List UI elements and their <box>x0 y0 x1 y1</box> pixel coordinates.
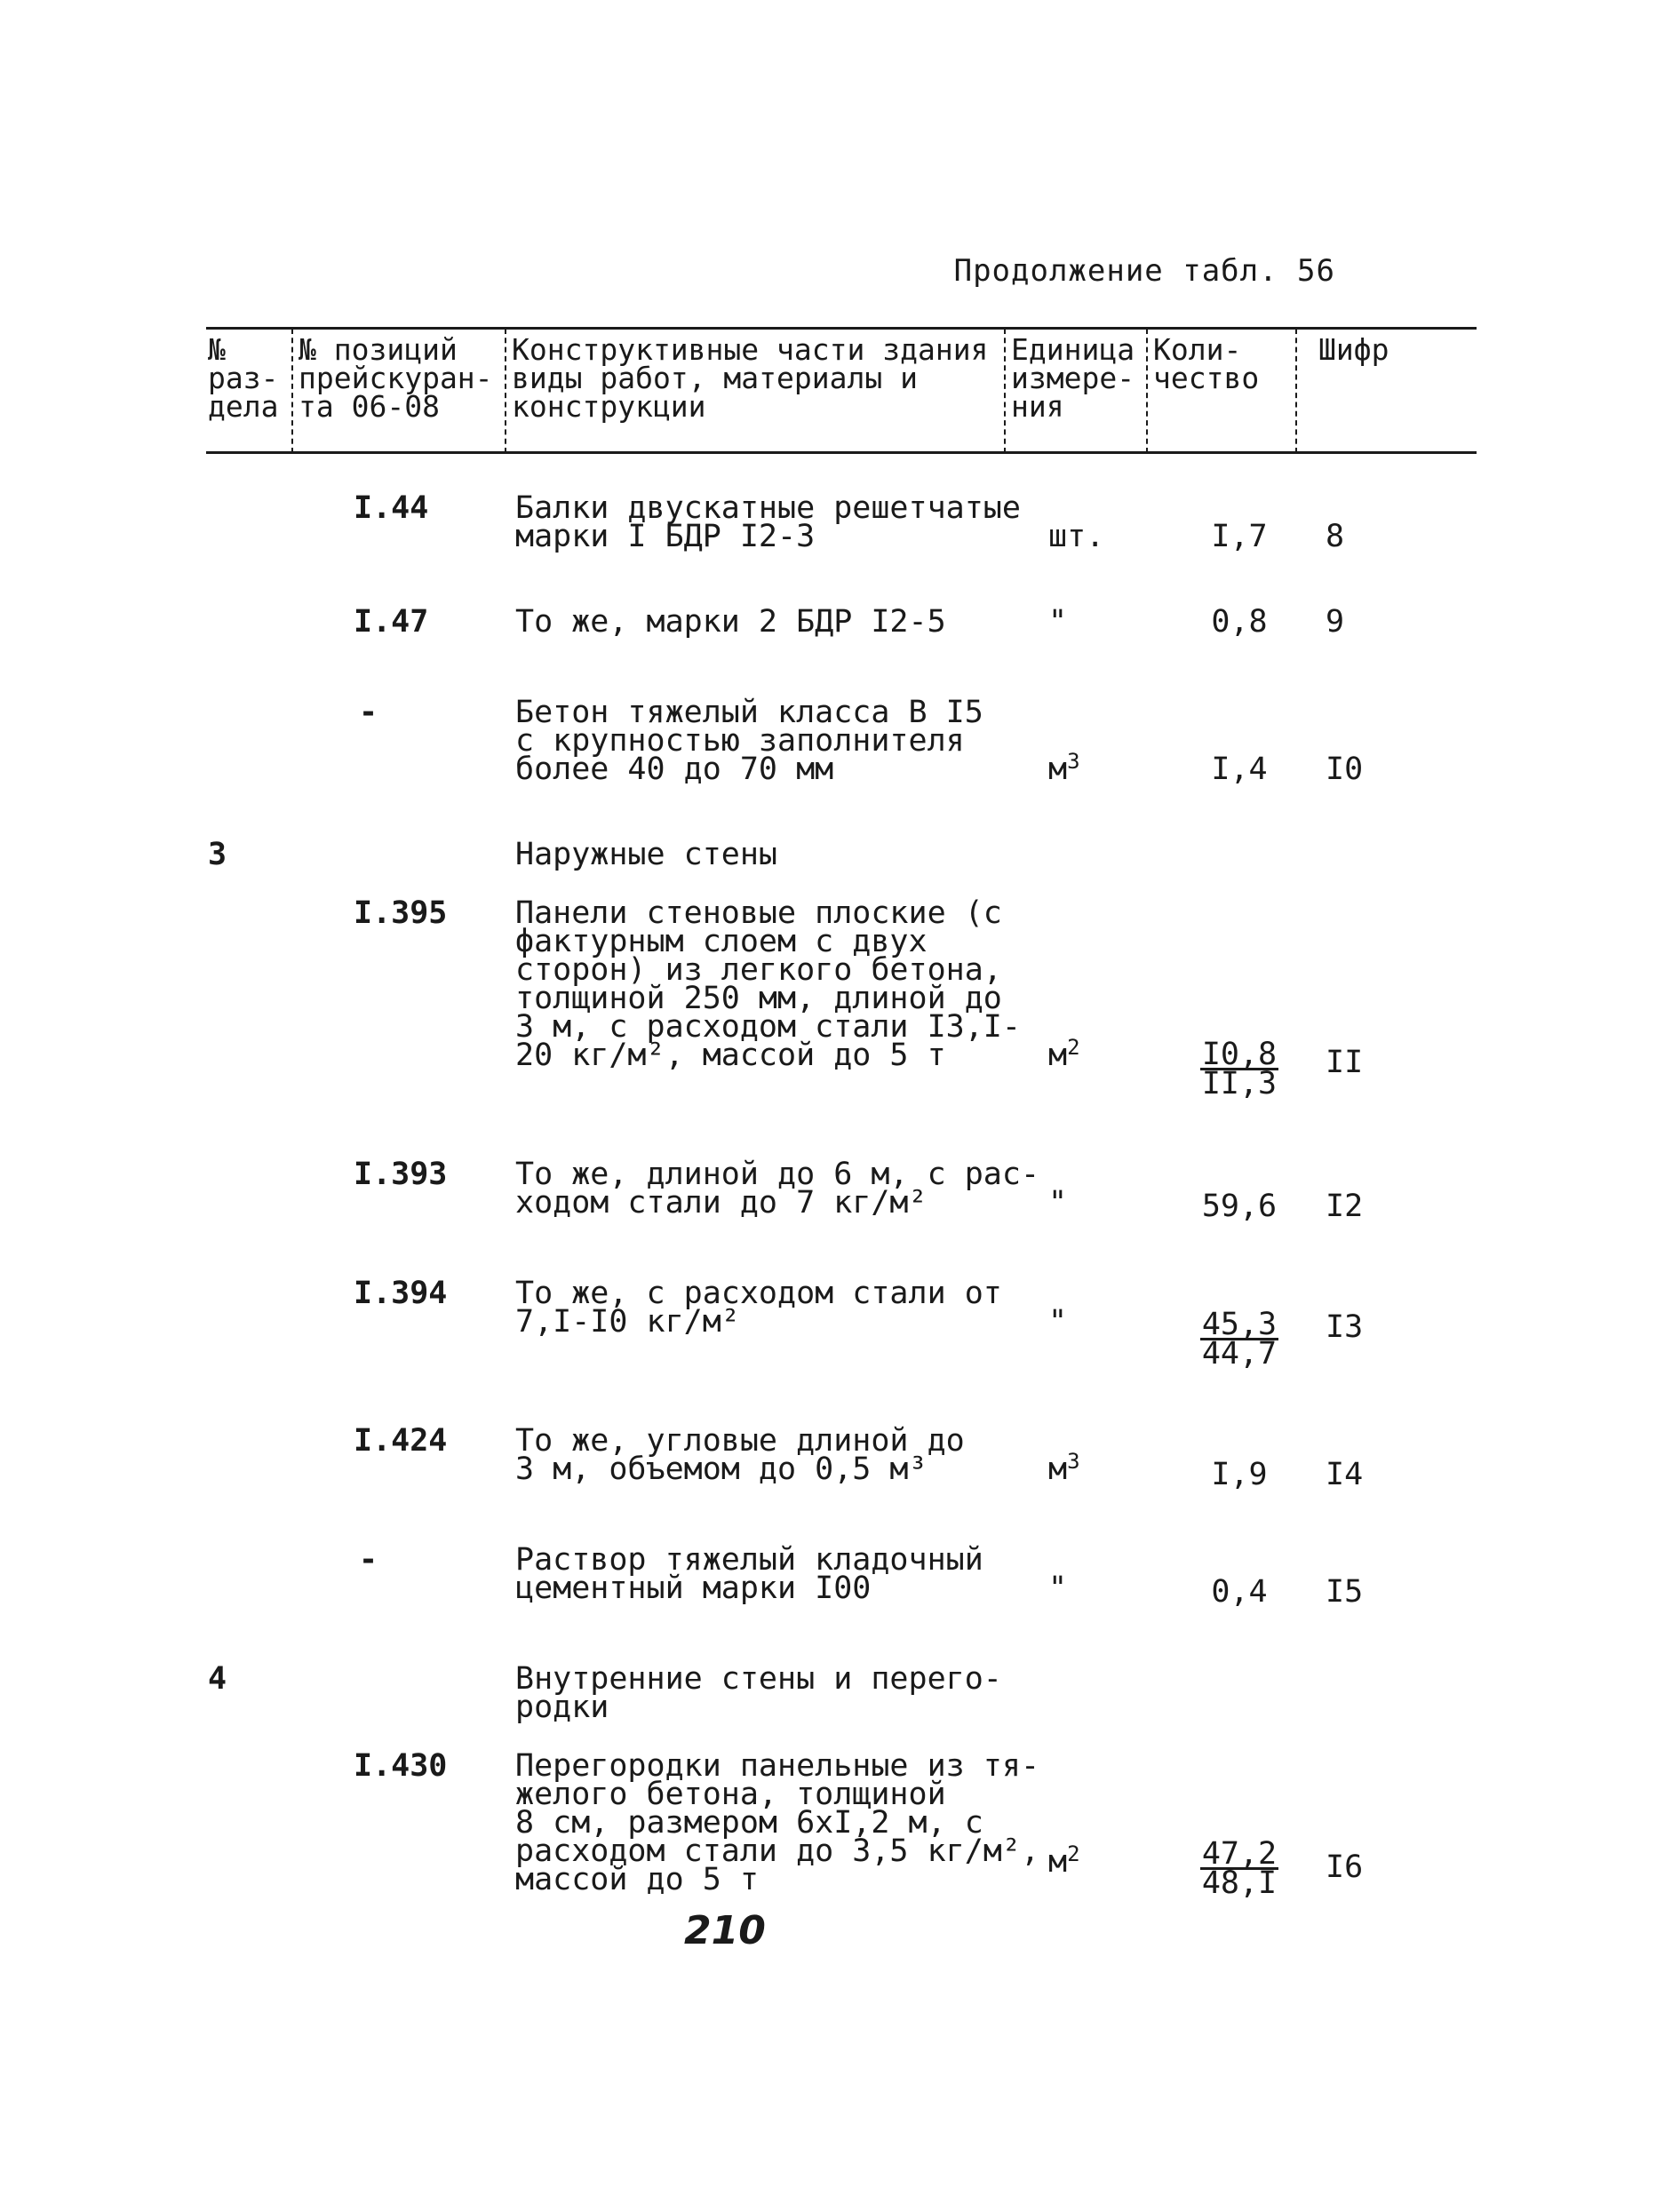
unit-text: шт. <box>1048 519 1105 554</box>
description-line: массой до 5 т <box>515 1862 759 1897</box>
row-description <box>515 1157 1040 1221</box>
row-quantity <box>1190 1574 1288 1610</box>
header-line: Конструктивные части здания <box>512 332 989 367</box>
section-title: Наружные стены <box>515 837 778 872</box>
row-position: I.47 <box>354 604 429 640</box>
column-separator <box>505 329 506 453</box>
row-unit <box>1048 1571 1068 1606</box>
header-position <box>299 332 493 424</box>
row-unit <box>1048 519 1105 554</box>
header-line: раз- <box>208 361 279 395</box>
row-code: I0 <box>1326 752 1364 787</box>
header-line: № <box>208 332 226 367</box>
table-continuation-label: Продолжение табл. 56 <box>953 253 1335 289</box>
header-line: ния <box>1011 389 1064 424</box>
description-line: расходом стали до 3,5 кг/м², <box>515 1833 1040 1869</box>
row-position: - <box>359 695 378 730</box>
row-description <box>515 604 946 640</box>
section-title: родки <box>515 1690 609 1725</box>
row-unit <box>1048 1841 1080 1880</box>
header-quantity <box>1153 332 1260 395</box>
column-separator <box>1146 329 1148 453</box>
unit-text: м <box>1048 1451 1068 1487</box>
unit-text: " <box>1048 1185 1068 1221</box>
quantity-value: 59,6 <box>1201 1189 1278 1224</box>
quantity-value: I,4 <box>1211 752 1268 787</box>
row-quantity <box>1190 1836 1288 1901</box>
page-number: 210 <box>684 1908 766 1953</box>
row-quantity <box>1190 1457 1288 1492</box>
description-line: фактурным слоем с двух <box>515 924 928 959</box>
description-line: То же, с расходом стали от <box>515 1276 1002 1311</box>
header-line: конструкции <box>512 389 706 424</box>
column-separator <box>1004 329 1006 453</box>
quantity-value: 0,8 <box>1211 604 1268 640</box>
row-description <box>515 1542 983 1606</box>
header-line: чество <box>1153 361 1260 395</box>
header-line: виды работ, материалы и <box>512 361 918 395</box>
row-quantity <box>1190 1307 1288 1372</box>
unit-exponent: 2 <box>1067 1841 1080 1866</box>
unit-exponent: 3 <box>1067 1449 1080 1474</box>
row-position: I.395 <box>354 895 448 931</box>
header-line: Шифр <box>1318 332 1389 367</box>
row-code: II <box>1326 1045 1364 1080</box>
header-line: дела <box>208 389 279 424</box>
unit-text: " <box>1048 1304 1068 1340</box>
header-line: прейскуран- <box>299 361 493 395</box>
description-line: 3 м, с расходом стали I3,I- <box>515 1009 1021 1045</box>
header-unit <box>1011 332 1135 424</box>
description-line: То же, угловые длиной до <box>515 1423 965 1459</box>
header-line: № позиций <box>299 332 458 367</box>
quantity-fraction <box>1200 1037 1278 1102</box>
row-code: 8 <box>1326 519 1345 554</box>
row-unit <box>1048 1035 1080 1073</box>
row-quantity <box>1190 604 1288 640</box>
quantity-fraction <box>1200 1836 1278 1901</box>
row-code: I3 <box>1326 1309 1364 1345</box>
unit-text: м <box>1048 1844 1068 1880</box>
quantity-value: 0,4 <box>1211 1574 1268 1610</box>
description-line: 8 см, размером 6хI,2 м, с <box>515 1805 983 1841</box>
row-quantity <box>1190 1037 1288 1102</box>
row-position: I.424 <box>354 1423 448 1459</box>
quantity-value: I,7 <box>1211 519 1268 554</box>
quantity-numerator: I0,8 <box>1201 1037 1278 1072</box>
row-unit <box>1048 1449 1080 1487</box>
header-line: та 06-08 <box>299 389 440 424</box>
section-title: Внутренние стены и перего- <box>515 1661 1002 1697</box>
description-line: цементный марки I00 <box>515 1571 872 1606</box>
row-code: I5 <box>1326 1574 1364 1610</box>
description-line: Бетон тяжелый класса В I5 <box>515 695 983 730</box>
unit-exponent: 2 <box>1067 1035 1080 1060</box>
row-description <box>515 895 1021 1073</box>
row-description <box>515 1423 965 1487</box>
row-position: - <box>359 1542 378 1578</box>
description-line: То же, длиной до 6 м, с рас- <box>515 1157 1040 1192</box>
description-line: толщиной 250 мм, длиной до <box>515 981 1002 1016</box>
row-quantity <box>1190 1189 1288 1224</box>
description-line: Перегородки панельные из тя- <box>515 1748 1040 1784</box>
description-line: с крупностью заполнителя <box>515 723 965 759</box>
row-description <box>515 1276 1002 1340</box>
quantity-numerator: 47,2 <box>1201 1836 1278 1872</box>
row-unit <box>1048 749 1080 787</box>
quantity-value: I,9 <box>1211 1457 1268 1492</box>
description-line: Балки двускатные решетчатые <box>515 490 1021 526</box>
description-line: марки I БДР I2-3 <box>515 519 816 554</box>
row-position: I.394 <box>354 1276 448 1311</box>
unit-text: " <box>1048 604 1068 640</box>
row-unit <box>1048 1304 1068 1340</box>
row-description <box>515 837 778 872</box>
row-unit <box>1048 1185 1068 1221</box>
row-section-number: 3 <box>208 837 227 872</box>
row-description <box>515 490 1021 554</box>
quantity-numerator: 45,3 <box>1201 1307 1278 1342</box>
row-section-number: 4 <box>208 1661 227 1697</box>
row-position: I.393 <box>354 1157 448 1192</box>
header-code <box>1318 332 1389 367</box>
description-line: более 40 до 70 мм <box>515 752 834 787</box>
description-line: Панели стеновые плоские (с <box>515 895 1002 931</box>
row-code: I6 <box>1326 1849 1364 1885</box>
header-line: Единица <box>1011 332 1135 367</box>
description-line: То же, марки 2 БДР I2-5 <box>515 604 946 640</box>
header-line: измере- <box>1011 361 1135 395</box>
description-line: 20 кг/м², массой до 5 т <box>515 1038 946 1073</box>
row-position: I.430 <box>354 1748 448 1784</box>
row-code: I2 <box>1326 1189 1364 1224</box>
unit-text: " <box>1048 1571 1068 1606</box>
description-line: 3 м, объемом до 0,5 м³ <box>515 1451 928 1487</box>
quantity-fraction <box>1200 1307 1278 1372</box>
quantity-denominator: 44,7 <box>1201 1336 1278 1372</box>
quantity-denominator: 48,I <box>1201 1865 1278 1901</box>
unit-exponent: 3 <box>1067 749 1080 774</box>
row-description <box>515 1748 1040 1897</box>
description-line: ходом стали до 7 кг/м² <box>515 1185 928 1221</box>
header-line: Коли- <box>1153 332 1242 367</box>
column-separator <box>1295 329 1297 453</box>
row-unit <box>1048 604 1068 640</box>
row-description <box>515 1661 1002 1725</box>
description-line: сторон) из легкого бетона, <box>515 952 1002 988</box>
description-line: 7,I-I0 кг/м² <box>515 1304 740 1340</box>
unit-text: м <box>1048 1038 1068 1073</box>
row-code: 9 <box>1326 604 1345 640</box>
row-quantity <box>1190 752 1288 787</box>
description-line: желого бетона, толщиной <box>515 1777 946 1812</box>
row-description <box>515 695 983 787</box>
column-separator <box>291 329 293 453</box>
quantity-denominator: II,3 <box>1201 1066 1278 1102</box>
row-code: I4 <box>1326 1457 1364 1492</box>
unit-text: м <box>1048 752 1068 787</box>
header-description <box>512 332 989 424</box>
description-line: Раствор тяжелый кладочный <box>515 1542 983 1578</box>
row-quantity <box>1190 519 1288 554</box>
table-header-rule <box>206 451 1477 454</box>
row-position: I.44 <box>354 490 429 526</box>
header-section <box>208 332 279 424</box>
table-top-rule <box>206 327 1477 330</box>
